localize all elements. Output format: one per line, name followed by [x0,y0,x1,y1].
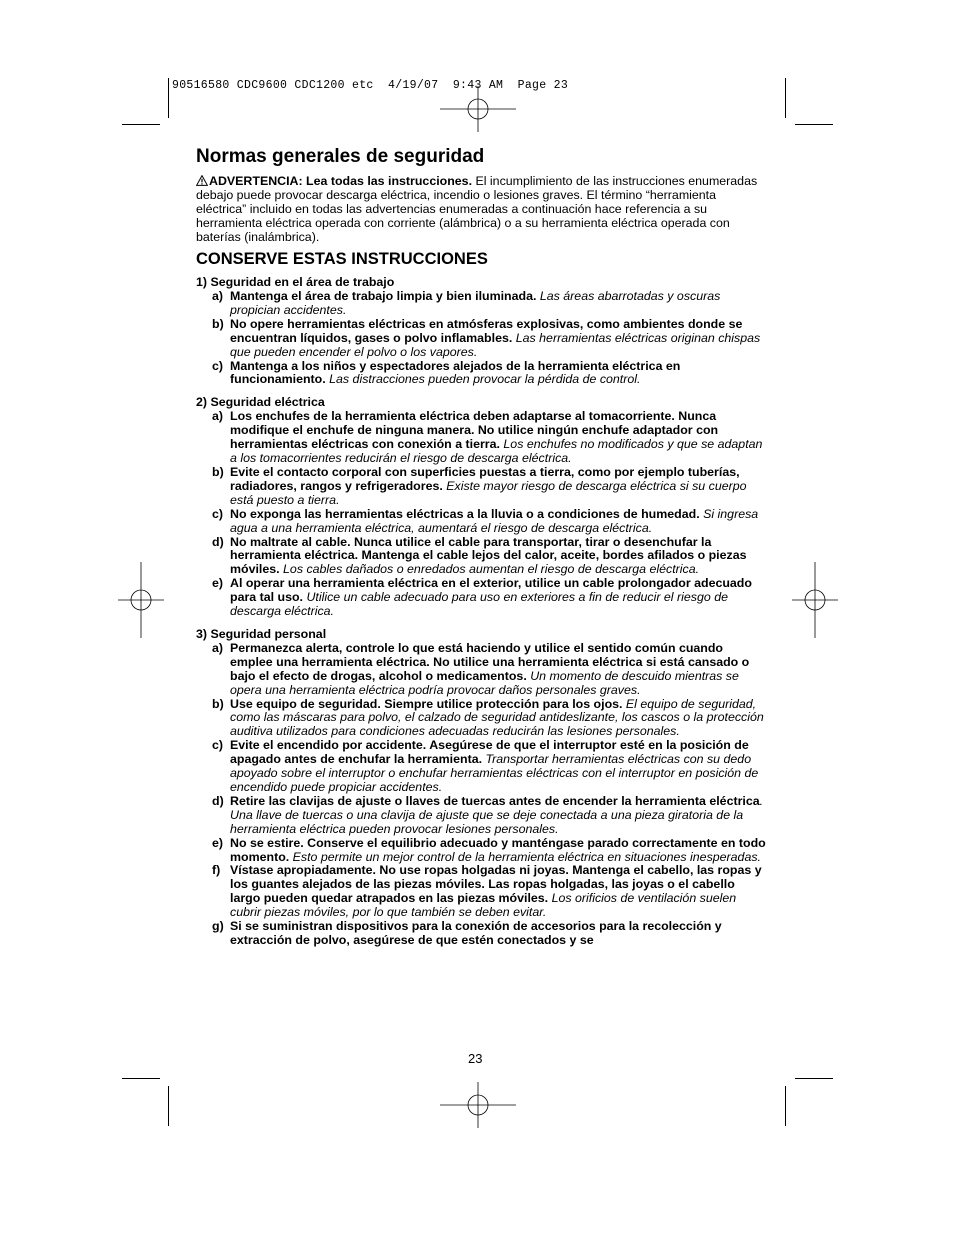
registration-mark-top-icon [440,86,516,132]
crop-mark [795,1078,833,1079]
page-number: 23 [468,1051,483,1066]
item-bold-text: Mantenga a los niños y espectadores alejados de la herramienta eléctrica en funcionamiento. [230,358,681,387]
item-text [230,795,766,837]
item-text [230,864,766,920]
item-letter: b) [212,464,224,479]
item-bold-text: No opere herramientas eléctricas en atmósferas explosivas, como ambientes donde se encuentran líquidos, gases o polvo inflamables. [230,316,743,345]
item-text [230,508,766,536]
list-item [212,837,766,865]
item-text [230,466,766,508]
item-bold-text: Evite el encendido por accidente. Asegúrese de que el interruptor esté en la posición de apagado antes de enchufar la herramienta. [230,738,749,767]
list-item [212,290,766,318]
item-text [230,920,766,948]
list-item [212,698,766,740]
item-bold-text: Si se suministran dispositivos para la conexión de accesorios para la recolección y extracción de polvo, asegúrese de que estén conectados y se [230,919,722,947]
safety-section [196,275,766,387]
registration-mark-bottom-icon [440,1082,516,1128]
item-italic-text: Las distracciones pueden provocar la pérdida de control. [325,372,641,387]
item-italic-text: Las áreas abarrotadas y oscuras propician accidentes. [230,289,721,317]
item-text [230,642,766,698]
item-italic-text: Esto permite un mejor control de la herramienta eléctrica en situaciones inesperadas. [289,849,761,864]
page-content [196,146,766,956]
safety-sections [196,275,766,948]
item-bold-text: No exponga las herramientas eléctricas a la lluvia o a condiciones de humedad. [230,506,700,521]
list-item [212,536,766,578]
item-bold-text: No maltrate al cable. Nunca utilice el cable para transportar, tirar o desenchufar la herramienta eléctrica. Mantenga el cable lejos del calor, aceite, bordes afilados o piezas móviles. [230,534,747,577]
page-title: Normas generales de seguridad [196,146,485,167]
item-text [230,739,766,795]
item-bold-text: Vístase apropiadamente. No use ropas holgadas ni joyas. Mantenga el cabello, las ropas y los guantes alejados de las piezas móviles. Las ropas holgadas, las joyas o el cabello largo pueden quedar atrapados en las piezas móviles. [230,863,762,906]
item-italic-text: Si ingresa agua a una herramienta eléctrica, aumentará el riesgo de descarga eléctrica. [230,506,759,535]
item-italic-text: Un momento de descuido mientras se opera una herramienta eléctrica podría provocar daños personales graves. [230,668,739,697]
crop-mark [795,124,833,125]
list-item [212,360,766,388]
item-letter: b) [212,316,224,331]
registration-mark-right-icon [792,562,838,638]
list-item [212,642,766,698]
item-bold-text: Evite el contacto corporal con superficies puestas a tierra, como por ejemplo tuberías, radiadores, rangos y refrigeradores. [230,464,740,493]
item-letter: e) [212,576,224,591]
item-text [230,318,766,360]
item-bold-text: Mantenga el área de trabajo limpia y bien iluminada. [230,289,537,303]
crop-mark [785,1086,786,1126]
list-item [212,864,766,920]
list-item [212,466,766,508]
list-item [212,577,766,619]
crop-mark [168,1086,169,1126]
crop-mark [122,124,160,125]
item-letter: a) [212,640,224,655]
crop-mark [168,78,169,118]
item-letter: e) [212,835,224,850]
item-text [230,360,766,388]
item-text [230,536,766,578]
item-letter: c) [212,506,224,521]
item-italic-text: Las herramientas eléctricas originan chispas que pueden encender el polvo o los vapores. [230,330,761,359]
item-bold-text: Los enchufes de la herramienta eléctrica deben adaptarse al tomacorriente. Nunca modifique el enchufe de ninguna manera. No utilice ningún enchufe adaptador con herramientas eléctricas con conexión a tierra. [230,409,719,452]
crop-mark [122,1078,160,1079]
item-italic-text: Utilice un cable adecuado para uso en exteriores a fin de reducir el riesgo de descarga eléctrica. [230,590,728,619]
item-italic-text: . Una llave de tuercas o una clavija de ajuste que se deje conectada a una pieza giratoria de la herramienta eléctrica pueden provocar lesiones personales. [230,793,764,836]
list-item [212,920,766,948]
item-italic-text: Los cables dañados o enredados aumentan el riesgo de descarga eléctrica. [279,562,700,577]
list-item [212,739,766,795]
warning-paragraph [196,174,766,244]
registration-mark-left-icon [118,562,164,638]
list-item [212,318,766,360]
item-letter: c) [212,738,224,753]
print-slug: 90516580 CDC9600 CDC1200 etc 4/19/07 9:43 AM Page 23 [172,79,569,92]
item-letter: c) [212,358,224,373]
safety-section [196,395,766,619]
item-bold-text: Al operar una herramienta eléctrica en el exterior, utilice un cable prolongador adecuado para tal uso. [230,576,752,605]
item-text [230,577,766,619]
item-letter: d) [212,534,224,549]
crop-mark [785,78,786,118]
item-italic-text: Los orificios de ventilación suelen cubrir piezas móviles, por lo que también se deben evitar. [230,891,737,920]
list-item [212,795,766,837]
item-letter: d) [212,793,224,808]
item-bold-text: Retire las clavijas de ajuste o llaves de tuercas antes de encender la herramienta eléctrica [230,793,760,808]
warning-text: El incumplimiento de las instrucciones enumeradas debajo puede provocar descarga eléctrica, incendio o lesiones graves. El término “herramienta eléctrica” incluido en todas las advertencias enumeradas a continuación hace referencia a su herramienta eléctrica operada con corriente (alámbrica) o a su herramienta eléctrica operada con baterías (inalámbrica). [196,174,758,244]
item-letter: g) [212,919,224,934]
section-heading: CONSERVE ESTAS INSTRUCCIONES [196,250,488,268]
item-italic-text: Los enchufes no modificados y que se adaptan a los tomacorrientes reducirán el riesgo de descarga eléctrica. [230,437,763,466]
item-text [230,698,766,740]
item-letter: a) [212,409,224,424]
item-text [230,837,766,865]
warning-label: ADVERTENCIA: Lea todas las instrucciones. [209,174,473,188]
section-title: 1) Seguridad en el área de trabajo [196,275,395,289]
item-text [230,290,766,318]
item-letter: a) [212,289,224,303]
item-bold-text: Permanezca alerta, controle lo que está haciendo y utilice el sentido común cuando emplee una herramienta eléctrica. No utilice una herramienta eléctrica si está cansado o bajo el efecto de drogas, alcohol o medicamentos. [230,640,750,683]
item-italic-text: Transportar herramientas eléctricas con su dedo apoyado sobre el interruptor o enchufar herramientas eléctricas con el interruptor en posición de encendido puede propiciar accidentes. [230,752,759,794]
item-letter: b) [212,696,224,711]
item-bold-text: Use equipo de seguridad. Siempre utilice protección para los ojos. [230,696,623,711]
section-title: 2) Seguridad eléctrica [196,395,325,410]
item-letter: f) [212,863,221,878]
section-title: 3) Seguridad personal [196,626,327,641]
item-italic-text: El equipo de seguridad, como las máscaras para polvo, el calzado de seguridad antideslizante, los cascos o la protección auditiva utilizados para condiciones adecuadas reducirán las lesiones personales. [230,696,764,739]
list-item [212,508,766,536]
item-text [230,410,766,466]
list-item [212,410,766,466]
item-bold-text: No se estire. Conserve el equilibrio adecuado y manténgase parado correctamente en todo momento. [230,835,766,864]
safety-section [196,627,766,948]
item-italic-text: Existe mayor riesgo de descarga eléctrica si su cuerpo está puesto a tierra. [230,478,747,507]
warning-triangle-icon [196,175,208,186]
